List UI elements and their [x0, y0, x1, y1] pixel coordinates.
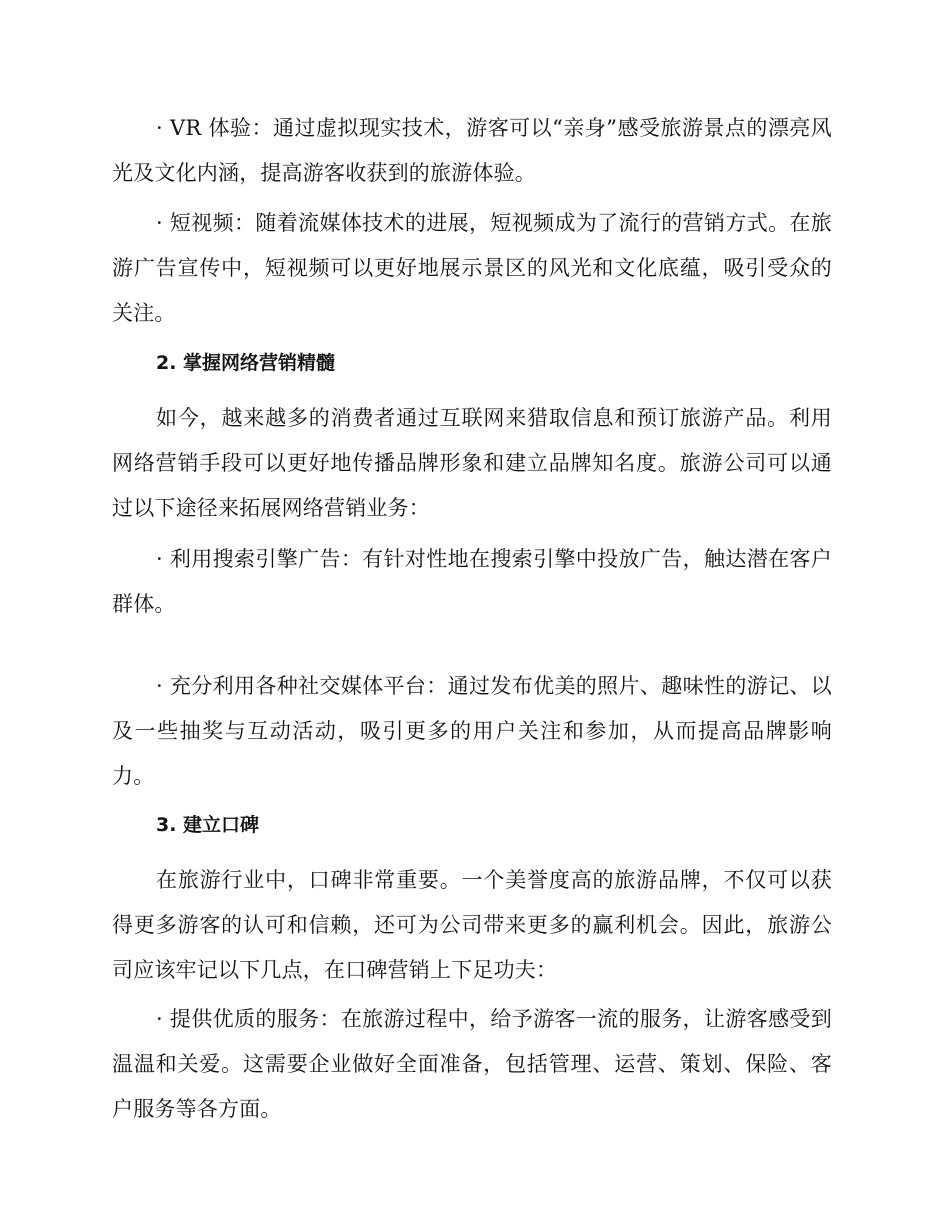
paragraph-quality-service: · 提供优质的服务：在旅游过程中，给予游客一流的服务，让游客感受到温温和关爱。这需要企业做好全面准备，包括管理、运营、策划、保险、客户服务等各方面。 — [112, 1007, 832, 1121]
paragraph-social-media: · 充分利用各种社交媒体平台：通过发布优美的照片、趣味性的游记、以及一些抽奖与互动活动，吸引更多的用户关注和参加，从而提高品牌影响力。 — [112, 674, 832, 788]
paragraph-network-marketing-intro: 如今，越来越多的消费者通过互联网来猎取信息和预订旅游产品。利用网络营销手段可以更好地传播品牌形象和建立品牌知名度。旅游公司可以通过以下途径来拓展网络营销业务： — [112, 406, 832, 520]
paragraph-word-of-mouth-intro: 在旅游行业中，口碑非常重要。一个美誉度高的旅游品牌，不仅可以获得更多游客的认可和信赖，还可为公司带来更多的赢利机会。因此，旅游公司应该牢记以下几点，在口碑营销上下足功夫： — [112, 868, 832, 982]
paragraph-vr-experience: · VR 体验：通过虚拟现实技术，游客可以“亲身”感受旅游景点的漂亮风光及文化内涵，提高游客收获到的旅游体验。 — [112, 116, 832, 185]
paragraph-search-engine-ads: · 利用搜索引擎广告：有针对性地在搜索引擎中投放广告，触达潜在客户群体。 — [112, 547, 832, 616]
section-heading-network-marketing: 2. 掌握网络营销精髓 — [156, 352, 336, 374]
section-heading-word-of-mouth: 3. 建立口碑 — [156, 814, 260, 836]
paragraph-short-video: · 短视频：随着流媒体技术的进展，短视频成为了流行的营销方式。在旅游广告宣传中，短视频可以更好地展示景区的风光和文化底蕴，吸引受众的关注。 — [112, 211, 832, 325]
